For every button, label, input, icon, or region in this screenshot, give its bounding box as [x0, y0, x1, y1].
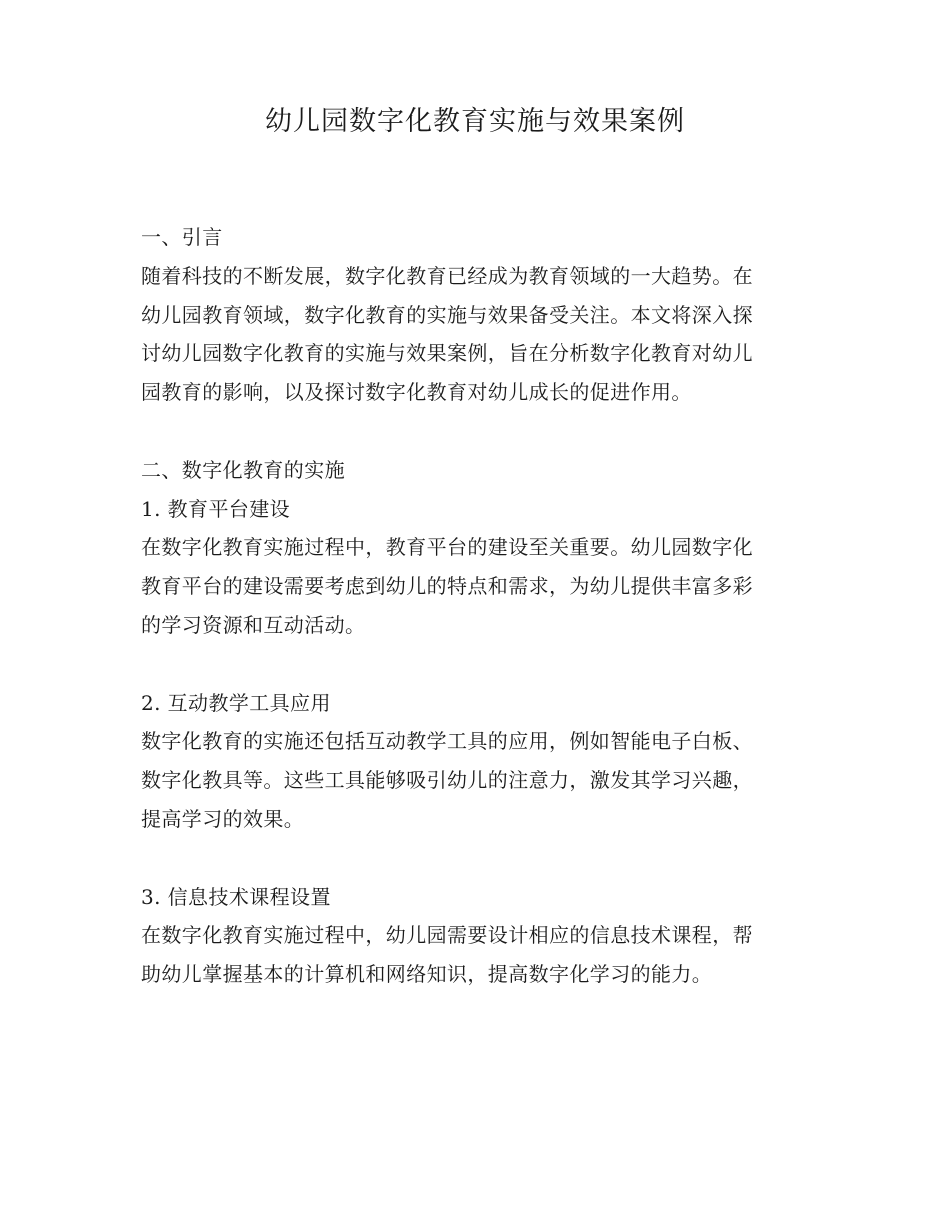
- page-title: 幼儿园数字化教育实施与效果案例: [265, 106, 685, 137]
- paragraph-line: 助幼儿掌握基本的计算机和网络知识，提高数字化学习的能力。: [141, 962, 713, 987]
- paragraph-line: 在数字化教育实施过程中，幼儿园需要设计相应的信息技术课程，帮: [141, 923, 753, 948]
- paragraph-line: 数字化教具等。这些工具能够吸引幼儿的注意力，激发其学习兴趣，: [141, 768, 753, 793]
- subsection-heading-platform: 1. 教育平台建设: [141, 496, 291, 521]
- paragraph-line: 数字化教育的实施还包括互动教学工具的应用，例如智能电子白板、: [141, 729, 753, 754]
- paragraph-line: 在数字化教育实施过程中，教育平台的建设至关重要。幼儿园数字化: [141, 535, 753, 560]
- document-body: [141, 218, 801, 994]
- paragraph-line: 讨幼儿园数字化教育的实施与效果案例，旨在分析数字化教育对幼儿: [141, 341, 753, 366]
- blank-line: [141, 645, 801, 684]
- paragraph-line: 提高学习的效果。: [141, 806, 305, 831]
- blank-line: [141, 412, 801, 451]
- paragraph-line: 的学习资源和互动活动。: [141, 612, 366, 637]
- paragraph-line: 随着科技的不断发展，数字化教育已经成为教育领域的一大趋势。在: [141, 263, 753, 288]
- blank-line: [141, 839, 801, 878]
- section-heading-intro: 一、引言: [141, 225, 223, 249]
- paragraph-line: 幼儿园教育领域，数字化教育的实施与效果备受关注。本文将深入探: [141, 302, 753, 327]
- section-heading-implementation: 二、数字化教育的实施: [141, 457, 345, 482]
- paragraph-line: 园教育的影响，以及探讨数字化教育对幼儿成长的促进作用。: [141, 380, 692, 405]
- subsection-heading-tools: 2. 互动教学工具应用: [141, 690, 331, 715]
- subsection-heading-curriculum: 3. 信息技术课程设置: [141, 884, 331, 909]
- paragraph-line: 教育平台的建设需要考虑到幼儿的特点和需求，为幼儿提供丰富多彩: [141, 574, 753, 599]
